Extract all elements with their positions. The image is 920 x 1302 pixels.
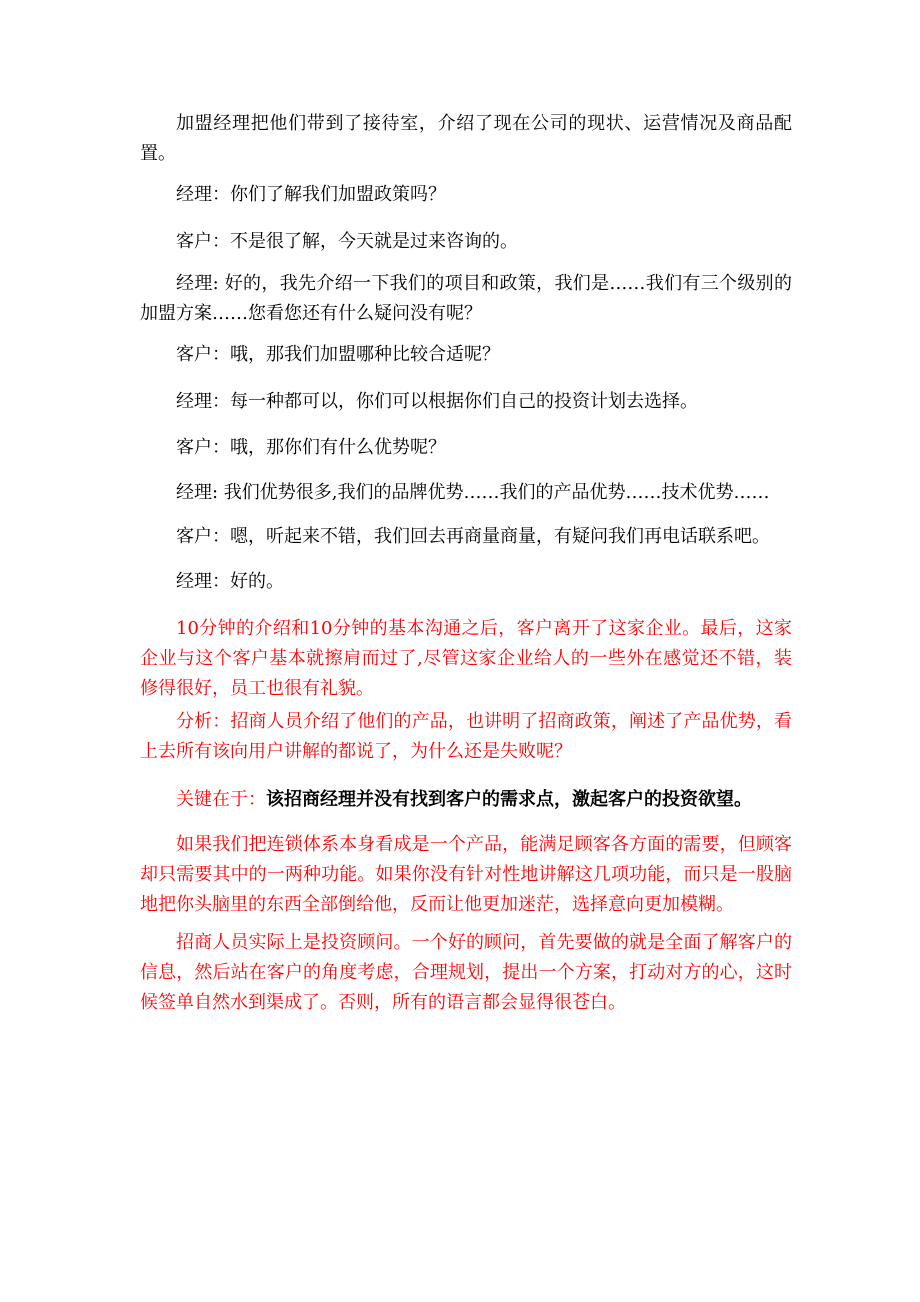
paragraph-dialogue: 经理: 我们优势很多,我们的品牌优势……我们的产品优势……技术优势…… xyxy=(176,482,770,503)
paragraph-dialogue: 经理：你们了解我们加盟政策吗？ xyxy=(176,184,446,205)
key-point-text: 该招商经理并没有找到客户的需求点，激起客户的投资欲望。 xyxy=(266,789,752,810)
paragraph-outcome: 10分钟的介绍和10分钟的基本沟通之后，客户离开了这家企业。最后，这家企业与这个客户基本就擦肩而过了,尽管这家企业给人的一些外在感觉还不错，装修得很好，员工也很有礼貌。 xyxy=(140,618,792,699)
paragraph-dialogue: 客户：嗯，听起来不错，我们回去再商量商量，有疑问我们再电话联系吧。 xyxy=(176,526,770,547)
key-point-label: 关键在于： xyxy=(176,789,266,810)
paragraph-dialogue: 客户：哦，那你们有什么优势呢？ xyxy=(176,437,446,458)
paragraph-dialogue: 经理：每一种都可以，你们可以根据你们自己的投资计划去选择。 xyxy=(176,391,698,412)
paragraph-key-point xyxy=(140,785,752,815)
paragraph-analysis: 分析：招商人员介绍了他们的产品，也讲明了招商政策，阐述了产品优势，看上去所有该向用户讲解的都说了，为什么还是失败呢？ xyxy=(140,711,792,762)
paragraph-dialogue: 客户：不是很了解，今天就是过来咨询的。 xyxy=(176,231,518,252)
paragraph-intro: 加盟经理把他们带到了接待室，介绍了现在公司的现状、运营情况及商品配置。 xyxy=(140,113,792,164)
paragraph-explanation: 如果我们把连锁体系本身看成是一个产品，能满足顾客各方面的需要，但顾客却只需要其中的一两种功能。如果你没有针对性地讲解这几项功能，而只是一股脑地把你头脑里的东西全部倒给他，反而让他更加迷茫，选择意向更加模糊。 xyxy=(140,834,792,915)
paragraph-dialogue: 经理：好的。 xyxy=(176,571,284,592)
paragraph-conclusion: 招商人员实际上是投资顾问。一个好的顾问，首先要做的就是全面了解客户的信息，然后站在客户的角度考虑，合理规划，提出一个方案，打动对方的心，这时候签单自然水到渠成了。否则，所有的语言都会显得很苍白。 xyxy=(140,932,792,1013)
paragraph-dialogue: 客户：哦，那我们加盟哪种比较合适呢？ xyxy=(176,344,500,365)
paragraph-dialogue: 经理: 好的，我先介绍一下我们的项目和政策，我们是……我们有三个级别的加盟方案……您看您还有什么疑问没有呢？ xyxy=(140,273,792,324)
